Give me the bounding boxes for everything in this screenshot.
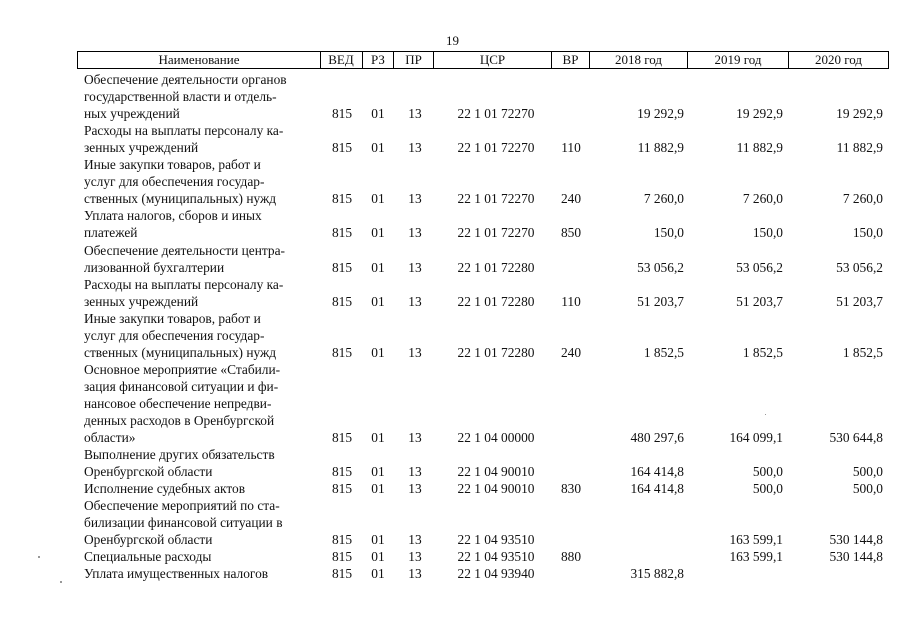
page-number: 19 [446, 33, 459, 48]
row-2020: 530 144,8 [829, 549, 883, 565]
row-pr: 13 [408, 566, 422, 582]
row-name-line: Иные закупки товаров, работ и [84, 310, 261, 326]
header-2018: 2018 год [590, 51, 688, 69]
row-name-line: услуг для обеспечения государ- [84, 174, 265, 190]
row-name-line: Расходы на выплаты персоналу ка- [84, 123, 284, 139]
row-2019: 19 292,9 [736, 106, 783, 122]
row-ved: 815 [331, 464, 353, 480]
header-2020: 2020 год [789, 51, 889, 69]
row-name-line: билизации финансовой ситуации в [84, 515, 283, 531]
row-2018: 11 882,9 [637, 140, 684, 156]
row-pr: 13 [408, 344, 422, 360]
header-csr: ЦСР [434, 51, 552, 69]
row-rz: 01 [371, 293, 385, 309]
header-2019: 2019 год [688, 51, 789, 69]
row-ved: 815 [331, 106, 353, 122]
row-pr: 13 [408, 293, 422, 309]
row-ved: 815 [331, 532, 353, 548]
row-name-line: Оренбургской области [84, 464, 213, 480]
row-pr: 13 [408, 225, 422, 241]
row-csr: 22 1 04 90010 [457, 464, 535, 480]
row-csr: 22 1 01 72280 [457, 344, 535, 360]
row-pr: 13 [408, 191, 422, 207]
row-ved: 815 [331, 191, 353, 207]
row-name-line: денных расходов в Оренбургской [84, 413, 275, 428]
row-2019: 164 099,1 [729, 430, 783, 446]
row-2020: 150,0 [852, 225, 883, 241]
scan-speck [38, 556, 40, 558]
row-rz: 01 [371, 566, 385, 582]
row-name-line: зенных учреждений [84, 293, 199, 309]
row-2020: 530 644,8 [829, 430, 883, 446]
row-2019: 1 852,5 [742, 344, 783, 360]
row-2019: 11 882,9 [736, 140, 783, 156]
row-2018: 53 056,2 [637, 259, 684, 275]
row-2019: 163 599,1 [729, 532, 783, 548]
row-name-line: Выполнение других обязательств [84, 447, 275, 463]
row-csr: 22 1 04 00000 [457, 430, 535, 446]
row-pr: 13 [408, 259, 422, 275]
header-vr: ВР [552, 51, 590, 69]
row-2019: 53 056,2 [736, 259, 783, 275]
row-name-line: ственных (муниципальных) нужд [84, 344, 277, 360]
row-name-line: ственных (муниципальных) нужд [84, 191, 277, 207]
row-ved: 815 [331, 140, 353, 156]
row-vr: 240 [560, 344, 582, 360]
row-2019: 500,0 [752, 481, 783, 497]
row-csr: 22 1 01 72280 [457, 259, 535, 275]
row-2018: 51 203,7 [637, 293, 684, 309]
row-name-line: Расходы на выплаты персоналу ка- [84, 276, 284, 292]
row-pr: 13 [408, 532, 422, 548]
row-name-line: услуг для обеспечения государ- [84, 327, 265, 343]
row-csr: 22 1 04 93510 [457, 549, 535, 565]
row-2020: 1 852,5 [842, 344, 883, 360]
row-name-line: Оренбургской области [84, 532, 213, 548]
row-vr: 110 [561, 293, 581, 309]
row-name-line: государственной власти и отдель- [84, 89, 277, 105]
row-name-line: Уплата налогов, сборов и иных [84, 208, 262, 224]
row-name-line: Обеспечение деятельности центра- [84, 242, 285, 258]
row-rz: 01 [371, 464, 385, 480]
row-vr: 110 [561, 140, 581, 156]
row-csr: 22 1 01 72280 [457, 293, 535, 309]
row-ved: 815 [331, 566, 353, 582]
header-ved: ВЕД [320, 51, 363, 69]
row-name-line: Иные закупки товаров, работ и [84, 157, 261, 173]
row-2019: 7 260,0 [742, 191, 783, 207]
row-2020: 500,0 [852, 464, 883, 480]
row-pr: 13 [408, 106, 422, 122]
row-2020: 500,0 [852, 481, 883, 497]
row-name-line: лизованной бухгалтерии [84, 259, 225, 275]
row-ved: 815 [331, 344, 353, 360]
row-name-line: ных учреждений [84, 106, 180, 122]
row-pr: 13 [408, 430, 422, 446]
row-2019: 51 203,7 [736, 293, 783, 309]
row-vr: 830 [560, 481, 582, 497]
row-name-line: Обеспечение деятельности органов [84, 72, 287, 87]
row-csr: 22 1 01 72270 [457, 106, 535, 122]
row-name-line: платежей [84, 225, 138, 241]
row-2020: 530 144,8 [829, 532, 883, 548]
row-2020: 51 203,7 [836, 293, 883, 309]
row-2020: 19 292,9 [836, 106, 883, 122]
row-name-line: нансовое обеспечение непредви- [84, 395, 272, 411]
row-2020: 7 260,0 [842, 191, 883, 207]
row-name-line: Специальные расходы [84, 549, 212, 565]
row-name-line: Основное мероприятие «Стабили- [84, 361, 281, 377]
row-2020: 53 056,2 [836, 259, 883, 275]
row-ved: 815 [331, 430, 353, 446]
row-rz: 01 [371, 140, 385, 156]
header-pr: ПР [394, 51, 434, 69]
row-ved: 815 [331, 259, 353, 275]
row-2018: 7 260,0 [643, 191, 684, 207]
row-rz: 01 [371, 532, 385, 548]
row-rz: 01 [371, 191, 385, 207]
row-ved: 815 [331, 481, 353, 497]
row-rz: 01 [371, 106, 385, 122]
row-2018: 164 414,8 [630, 464, 684, 480]
row-pr: 13 [408, 549, 422, 565]
row-rz: 01 [371, 225, 385, 241]
row-2019: 500,0 [752, 464, 783, 480]
row-name-line: Обеспечение мероприятий по ста- [84, 498, 280, 514]
row-vr: 880 [560, 549, 582, 565]
row-ved: 815 [331, 225, 353, 241]
row-2018: 480 297,6 [630, 430, 684, 446]
row-2019: 150,0 [752, 225, 783, 241]
row-pr: 13 [408, 464, 422, 480]
row-pr: 13 [408, 140, 422, 156]
scan-speck [60, 581, 62, 583]
row-ved: 815 [331, 549, 353, 565]
row-2018: 19 292,9 [637, 106, 684, 122]
row-name-line: зация финансовой ситуации и фи- [84, 378, 279, 394]
row-csr: 22 1 01 72270 [457, 140, 535, 156]
row-rz: 01 [371, 549, 385, 565]
row-csr: 22 1 04 93510 [457, 532, 535, 548]
row-rz: 01 [371, 344, 385, 360]
row-2019: 163 599,1 [729, 549, 783, 565]
row-vr: 850 [560, 225, 582, 241]
row-2018: 150,0 [653, 225, 684, 241]
row-name-line: Уплата имущественных налогов [84, 566, 269, 582]
row-rz: 01 [371, 259, 385, 275]
row-2018: 315 882,8 [630, 566, 684, 582]
row-pr: 13 [408, 481, 422, 497]
row-csr: 22 1 04 93940 [457, 566, 535, 582]
row-csr: 22 1 04 90010 [457, 481, 535, 497]
row-csr: 22 1 01 72270 [457, 191, 535, 207]
header-name: Наименование [77, 51, 321, 69]
row-name-line: Исполнение судебных актов [84, 481, 246, 497]
row-rz: 01 [371, 430, 385, 446]
row-rz: 01 [371, 481, 385, 497]
row-csr: 22 1 01 72270 [457, 225, 535, 241]
row-ved: 815 [331, 293, 353, 309]
row-name-line: зенных учреждений [84, 140, 199, 156]
row-2018: 1 852,5 [643, 344, 684, 360]
row-vr: 240 [560, 191, 582, 207]
row-2020: 11 882,9 [836, 140, 883, 156]
header-rz: РЗ [363, 51, 394, 69]
row-name-line: области» [84, 430, 136, 446]
scan-speck [765, 414, 766, 415]
row-2018: 164 414,8 [630, 481, 684, 497]
